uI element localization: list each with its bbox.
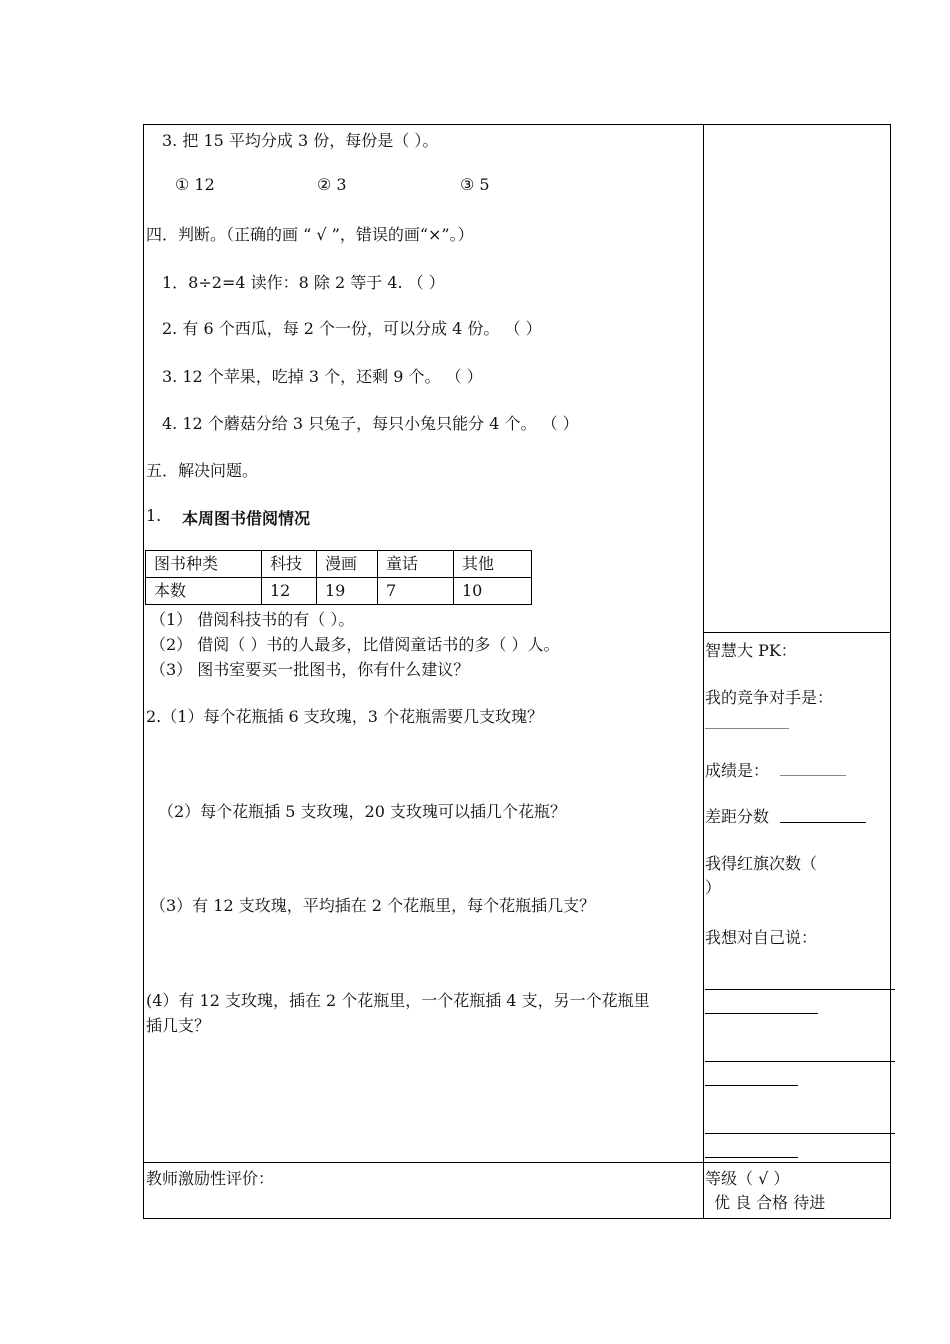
- score-label: 成绩是：: [705, 761, 770, 780]
- score-blank: [780, 775, 846, 776]
- self-note-label: 我想对自己说：: [705, 928, 818, 947]
- problem-2-part: （2）每个花瓶插 5 支玫瑰，20 支玫瑰可以插几个花瓶？: [158, 802, 566, 821]
- section-5-title: 五．解决问题。: [146, 461, 259, 480]
- problem-2-part: 插几支？: [146, 1016, 211, 1035]
- frame-top: [143, 124, 891, 125]
- teacher-comment-label: 教师激励性评价：: [146, 1169, 275, 1188]
- note-line: [705, 1061, 895, 1062]
- problem-1-number: 1.: [146, 506, 162, 525]
- grade-levels: 优 良 合格 待进: [714, 1193, 826, 1212]
- problem-2-part: (4）有 12 支玫瑰，插在 2 个花瓶里，一个花瓶插 4 支，另一个花瓶里: [146, 991, 650, 1010]
- sidebar-divider: [703, 632, 891, 633]
- table-cell: 12: [262, 578, 317, 605]
- frame-right: [890, 124, 891, 1219]
- option-3: ③ 5: [460, 175, 490, 194]
- option-1: ① 12: [175, 175, 215, 194]
- table-cell: 本数: [146, 578, 262, 605]
- table-header-cell: 童话: [378, 551, 454, 578]
- pk-title: 智慧大 PK：: [705, 641, 797, 660]
- table-cell: 10: [454, 578, 532, 605]
- problem-2-part: （3）有 12 支玫瑰，平均插在 2 个花瓶里，每个花瓶插几支？: [150, 896, 596, 915]
- flags-close: ）: [705, 878, 722, 897]
- gap-blank: [780, 822, 866, 823]
- frame-left: [143, 124, 144, 1219]
- table-header-cell: 科技: [262, 551, 317, 578]
- note-line: [705, 1085, 798, 1086]
- grade-label: 等级（ √ ）: [705, 1169, 790, 1188]
- section-4-title: 四．判断。（正确的画 “ √ ”，错误的画“×”。）: [146, 225, 474, 244]
- table-cell: 19: [317, 578, 378, 605]
- table-header-cell: 漫画: [317, 551, 378, 578]
- rival-blank: [705, 728, 789, 729]
- table-row: [146, 578, 532, 605]
- frame-bottom: [143, 1218, 891, 1219]
- flags-label: 我得红旗次数（: [705, 854, 818, 873]
- judge-item: 2. 有 6 个西瓜，每 2 个一份，可以分成 4 份。 （ ）: [162, 319, 542, 338]
- book-table: [145, 550, 532, 605]
- note-line: [705, 1013, 818, 1014]
- judge-item: 1．8÷2=4 读作：8 除 2 等于 4. （ ）: [162, 273, 445, 292]
- note-line: [705, 989, 895, 990]
- sub-question: （2） 借阅（ ）书的人最多，比借阅童话书的多（ ）人。: [150, 635, 560, 654]
- problem-2-part: 2.（1）每个花瓶插 6 支玫瑰，3 个花瓶需要几支玫瑰？: [146, 707, 544, 726]
- rival-label: 我的竞争对手是：: [705, 688, 834, 707]
- table-header-cell: 其他: [454, 551, 532, 578]
- footer-divider: [143, 1162, 891, 1163]
- sub-question: （1） 借阅科技书的有（ ）。: [150, 610, 355, 629]
- table-cell: 7: [378, 578, 454, 605]
- problem-1-title: 本周图书借阅情况: [182, 509, 311, 528]
- table-header-cell: 图书种类: [146, 551, 262, 578]
- frame-divider: [703, 124, 704, 1219]
- judge-item: 4. 12 个蘑菇分给 3 只兔子，每只小兔只能分 4 个。 （ ）: [162, 414, 579, 433]
- gap-label: 差距分数: [705, 807, 770, 826]
- option-2: ② 3: [317, 175, 347, 194]
- judge-item: 3. 12 个苹果，吃掉 3 个，还剩 9 个。 （ ）: [162, 367, 483, 386]
- table-row: [146, 551, 532, 578]
- question-3: 3. 把 15 平均分成 3 份，每份是（ ）。: [162, 131, 439, 150]
- sub-question: （3） 图书室要买一批图书，你有什么建议？: [150, 660, 470, 679]
- note-line: [705, 1157, 798, 1158]
- note-line: [705, 1133, 895, 1134]
